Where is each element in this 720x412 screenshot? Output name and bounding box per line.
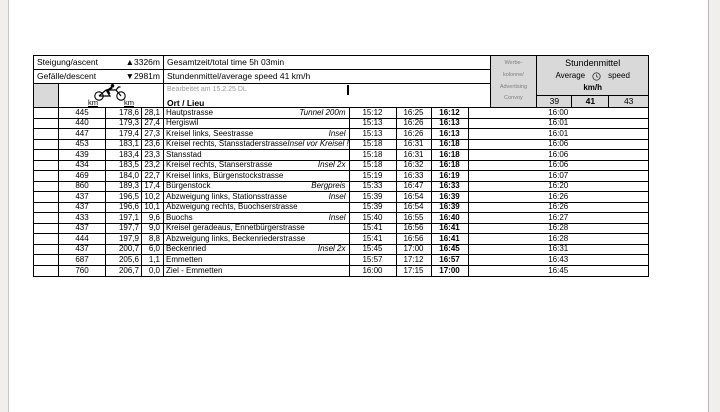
row-spacer [34, 119, 59, 129]
row-time-41: 16:39 [432, 203, 469, 213]
route-table [33, 55, 649, 277]
row-time-43: 16:06 [548, 160, 569, 170]
speed-columns-row [537, 96, 648, 107]
table-body [34, 108, 648, 276]
row-time-39: 16:26 [397, 119, 432, 129]
row-km-covered: 205,6 [106, 255, 142, 265]
row-time-39: 16:47 [397, 182, 432, 192]
row-time-39: 16:33 [397, 171, 432, 181]
place-name: Kreisel rechts, Stansstaderstrasse [166, 139, 288, 149]
row-time-43: 16:00 [548, 108, 569, 117]
route-note: Insel 2x [317, 244, 346, 254]
table-row [34, 203, 648, 214]
header-left-section [34, 56, 491, 107]
row-altitude: 469 [59, 171, 106, 181]
speed-title: Stundenmittel [565, 58, 621, 69]
row-time-41: 16:19 [432, 171, 469, 181]
table-row [34, 245, 648, 256]
row-time-convoy: 15:18 [350, 140, 397, 150]
row-time-convoy: 15:39 [350, 192, 397, 202]
row-time-convoy: 15:13 [350, 129, 397, 139]
row-km-remaining: 1,1 [142, 255, 164, 265]
row-time-43: 16:01 [548, 129, 569, 138]
text-cursor [347, 85, 349, 95]
row-km-remaining: 23,2 [142, 161, 164, 171]
row-time-43: 16:01 [548, 118, 569, 128]
row-km-covered: 179,4 [106, 129, 142, 139]
row-place-cell [164, 192, 350, 202]
row-place-cell [164, 182, 350, 192]
row-km-remaining: 9,0 [142, 224, 164, 234]
row-km-covered: 197,1 [106, 213, 142, 223]
edited-note-field[interactable] [164, 84, 490, 97]
table-row [34, 108, 648, 119]
edited-note-text: Bearbeitet am 15.2.25 DL [167, 85, 247, 93]
km-remaining-label: km [124, 97, 134, 107]
row-spacer [34, 192, 59, 202]
row-km-remaining: 27,3 [142, 129, 164, 139]
row-place-cell [164, 129, 350, 139]
row-time-convoy: 15:18 [350, 150, 397, 160]
descent-value: ▼2981m [125, 70, 160, 81]
row-time-41: 16:33 [432, 182, 469, 192]
table-row [34, 140, 648, 151]
avg-speed-cell [164, 70, 490, 83]
place-name: Stansstad [166, 150, 202, 159]
row-km-remaining: 22,7 [142, 171, 164, 181]
place-name: Beckenried [166, 244, 207, 254]
row-time-39: 16:56 [397, 234, 432, 244]
row-time-convoy: 15:18 [350, 161, 397, 171]
place-name: Kreisel links, Bürgenstockstrasse [166, 171, 284, 180]
row-spacer [34, 224, 59, 234]
row-time-41: 16:12 [432, 108, 469, 118]
table-row [34, 161, 648, 172]
table-row [34, 255, 648, 266]
row-km-covered: 196,6 [106, 203, 142, 213]
up-triangle-icon: ▲ [125, 57, 134, 68]
row-spacer [34, 182, 59, 192]
convoy-line-1: Werbe- [504, 60, 523, 67]
table-row [34, 182, 648, 193]
row-altitude: 760 [59, 266, 106, 277]
table-row [34, 234, 648, 245]
row-time-39: 16:31 [397, 150, 432, 160]
place-name: Abzweigung rechts, Buochserstrasse [166, 202, 298, 212]
row-place-cell [164, 108, 350, 118]
row-time-convoy: 15:12 [350, 108, 397, 118]
speed-header-box [537, 56, 648, 96]
row-time-43: 16:06 [548, 139, 569, 149]
row-spacer [34, 255, 59, 265]
row-km-remaining: 28,1 [142, 108, 164, 118]
place-name: Bürgenstock [166, 181, 211, 191]
row-place-cell [164, 266, 350, 277]
row-altitude: 447 [59, 129, 106, 139]
route-note: Insel [328, 192, 346, 201]
row-time-convoy: 15:40 [350, 213, 397, 223]
route-note: Tunnel 200m [299, 108, 346, 117]
speed-label: speed [608, 71, 630, 80]
ascent-cell [34, 56, 164, 69]
table-row [34, 129, 648, 140]
row-time-convoy: 15:41 [350, 234, 397, 244]
descent-label: Gefälle/descent [37, 70, 97, 81]
row-km-covered: 184,0 [106, 171, 142, 181]
row-time-convoy: 15:39 [350, 203, 397, 213]
ascent-value: ▲3326m [125, 57, 160, 68]
row-place-cell [164, 161, 350, 171]
table-row [34, 192, 648, 203]
row-km-remaining: 0,0 [142, 266, 164, 277]
place-name: Abzweigung links, Beckenriederstrasse [166, 234, 306, 243]
row-time-39: 17:15 [397, 266, 432, 277]
row-km-covered: 178,6 [106, 108, 142, 118]
row-time-39: 16:56 [397, 224, 432, 234]
row-time-convoy: 15:33 [350, 182, 397, 192]
km-labels [59, 99, 163, 107]
descent-cell [34, 70, 164, 83]
row-time-convoy: 15:19 [350, 171, 397, 181]
row-altitude: 437 [59, 203, 106, 213]
route-note: Insel [328, 213, 346, 222]
row-km-remaining: 17,4 [142, 182, 164, 192]
row-altitude: 439 [59, 150, 106, 160]
row-time-39: 16:32 [397, 161, 432, 171]
row-spacer [34, 161, 59, 171]
row-spacer [34, 266, 59, 277]
row-spacer [34, 171, 59, 181]
speed-column-39: 39 [537, 96, 572, 107]
row-time-43: 16:20 [548, 181, 569, 191]
row-km-remaining: 27,4 [142, 119, 164, 129]
column-header-row [34, 84, 490, 108]
table-row [34, 224, 648, 235]
table-row [34, 213, 648, 224]
row-spacer [34, 129, 59, 139]
average-speed-line [555, 72, 629, 81]
convoy-line-4: Convoy [504, 95, 523, 102]
place-header-label: Ort / Lieu [167, 97, 205, 108]
clock-icon [592, 72, 601, 81]
row-altitude: 437 [59, 224, 106, 234]
row-time-39: 16:55 [397, 213, 432, 223]
row-km-remaining: 6,0 [142, 245, 164, 255]
place-name: Hautpstrasse [166, 108, 214, 117]
row-spacer [34, 150, 59, 160]
row-spacer [34, 245, 59, 255]
row-time-39: 16:54 [397, 203, 432, 213]
row-km-covered: 189,3 [106, 182, 142, 192]
route-note: Bergpreis [311, 181, 346, 191]
row-time-41: 17:00 [432, 266, 469, 277]
row-place-cell [164, 224, 350, 234]
row-place-cell [164, 150, 350, 160]
row-time-41: 16:18 [432, 150, 469, 160]
row-place-cell [164, 140, 350, 150]
route-note: Insel 2x [317, 160, 346, 170]
row-time-43: 16:27 [548, 213, 569, 222]
row-time-convoy: 15:57 [350, 255, 397, 265]
total-time-cell [164, 56, 490, 69]
row-time-41: 16:18 [432, 161, 469, 171]
row-time-convoy: 15:45 [350, 245, 397, 255]
average-label: Average [555, 71, 586, 80]
place-name: Kreisel links, Seestrasse [166, 129, 254, 138]
row-time-41: 16:41 [432, 224, 469, 234]
row-time-41: 16:57 [432, 255, 469, 265]
km-header-cell [59, 84, 164, 108]
row-km-covered: 183,4 [106, 150, 142, 160]
speed-unit: km/h [583, 82, 603, 92]
row-km-covered: 197,7 [106, 224, 142, 234]
total-time-text: Gesamtzeit/total time 5h 03min [167, 57, 285, 68]
table-row [34, 171, 648, 182]
place-name: Kreisel rechts, Stanserstrasse [166, 160, 273, 170]
down-triangle-icon: ▼ [125, 70, 134, 81]
row-km-covered: 197,9 [106, 234, 142, 244]
row-time-43: 16:45 [548, 265, 569, 275]
place-name: Kreisel geradeaus, Ennetbürgerstrasse [166, 223, 305, 233]
row-time-43: 16:31 [548, 244, 569, 254]
place-name: Emmetten [166, 255, 203, 264]
route-note: Insel [328, 129, 346, 138]
row-time-41: 16:40 [432, 213, 469, 223]
avg-speed-text: Stundenmittel/average speed 41 km/h [167, 70, 311, 81]
row-time-39: 16:54 [397, 192, 432, 202]
ascent-label: Steigung/ascent [37, 57, 98, 68]
row-km-covered: 206,7 [106, 266, 142, 277]
row-time-43: 16:07 [548, 171, 569, 180]
place-name: Hergiswil [166, 118, 199, 128]
row-time-43: 16:06 [548, 150, 569, 159]
row-spacer [34, 108, 59, 118]
row-altitude: 445 [59, 108, 106, 118]
place-name: Ziel - Emmetten [166, 265, 223, 275]
route-note: Insel vor Kreisel ! [287, 139, 349, 149]
descent-speed-row [34, 70, 490, 84]
row-time-43: 16:28 [548, 234, 569, 243]
row-altitude: 453 [59, 140, 106, 150]
speed-column-41: 41 [572, 96, 609, 107]
document-page [8, 0, 709, 412]
row-time-43: 16:26 [548, 192, 569, 201]
row-altitude: 860 [59, 182, 106, 192]
row-time-39: 17:12 [397, 255, 432, 265]
row-km-remaining: 9,6 [142, 213, 164, 223]
row-time-41: 16:18 [432, 140, 469, 150]
row-time-convoy: 15:13 [350, 119, 397, 129]
place-header-cell [164, 84, 490, 108]
table-row [34, 266, 648, 277]
convoy-line-2: kolonne/ [503, 71, 524, 78]
row-km-covered: 183,1 [106, 140, 142, 150]
table-row [34, 119, 648, 130]
place-name: Abzweigung links, Stationsstrasse [166, 192, 287, 201]
row-time-43: 16:26 [548, 202, 569, 212]
row-altitude: 434 [59, 161, 106, 171]
row-time-convoy: 16:00 [350, 266, 397, 277]
row-place-cell [164, 234, 350, 244]
place-name: Buochs [166, 213, 193, 222]
row-km-remaining: 8,8 [142, 234, 164, 244]
row-altitude: 444 [59, 234, 106, 244]
row-time-41: 16:41 [432, 234, 469, 244]
row-altitude: 687 [59, 255, 106, 265]
row-time-39: 17:00 [397, 245, 432, 255]
convoy-line-3: Advertising [499, 83, 528, 90]
row-km-covered: 200,7 [106, 245, 142, 255]
table-header [34, 56, 648, 108]
table-row [34, 150, 648, 161]
row-place-cell [164, 171, 350, 181]
row-time-39: 16:31 [397, 140, 432, 150]
row-spacer [34, 234, 59, 244]
row-place-cell [164, 255, 350, 265]
ascent-total-row [34, 56, 490, 70]
row-km-remaining: 10,2 [142, 192, 164, 202]
row-km-covered: 196,5 [106, 192, 142, 202]
row-time-39: 16:25 [397, 108, 432, 118]
row-place-cell [164, 245, 350, 255]
row-time-39: 16:26 [397, 129, 432, 139]
row-place-cell [164, 203, 350, 213]
row-place-cell [164, 213, 350, 223]
km-covered-label: km [88, 97, 98, 107]
row-spacer [34, 140, 59, 150]
row-time-41: 16:13 [432, 129, 469, 139]
row-time-41: 16:13 [432, 119, 469, 129]
row-km-remaining: 10,1 [142, 203, 164, 213]
row-time-41: 16:39 [432, 192, 469, 202]
convoy-header-cell [491, 56, 538, 107]
row-km-covered: 183,5 [106, 161, 142, 171]
row-km-remaining: 23,6 [142, 140, 164, 150]
spacer-header-cell [34, 84, 59, 108]
row-time-convoy: 15:41 [350, 224, 397, 234]
row-altitude: 440 [59, 119, 106, 129]
row-place-cell [164, 119, 350, 129]
row-spacer [34, 203, 59, 213]
row-altitude: 433 [59, 213, 106, 223]
speed-header-section [537, 56, 648, 107]
row-time-43: 16:43 [548, 255, 569, 264]
row-altitude: 437 [59, 245, 106, 255]
row-altitude: 437 [59, 192, 106, 202]
row-time-43: 16:28 [548, 223, 569, 233]
row-spacer [34, 213, 59, 223]
row-km-covered: 179,3 [106, 119, 142, 129]
speed-column-43: 43 [623, 96, 634, 107]
row-time-41: 16:45 [432, 245, 469, 255]
row-km-remaining: 23,3 [142, 150, 164, 160]
